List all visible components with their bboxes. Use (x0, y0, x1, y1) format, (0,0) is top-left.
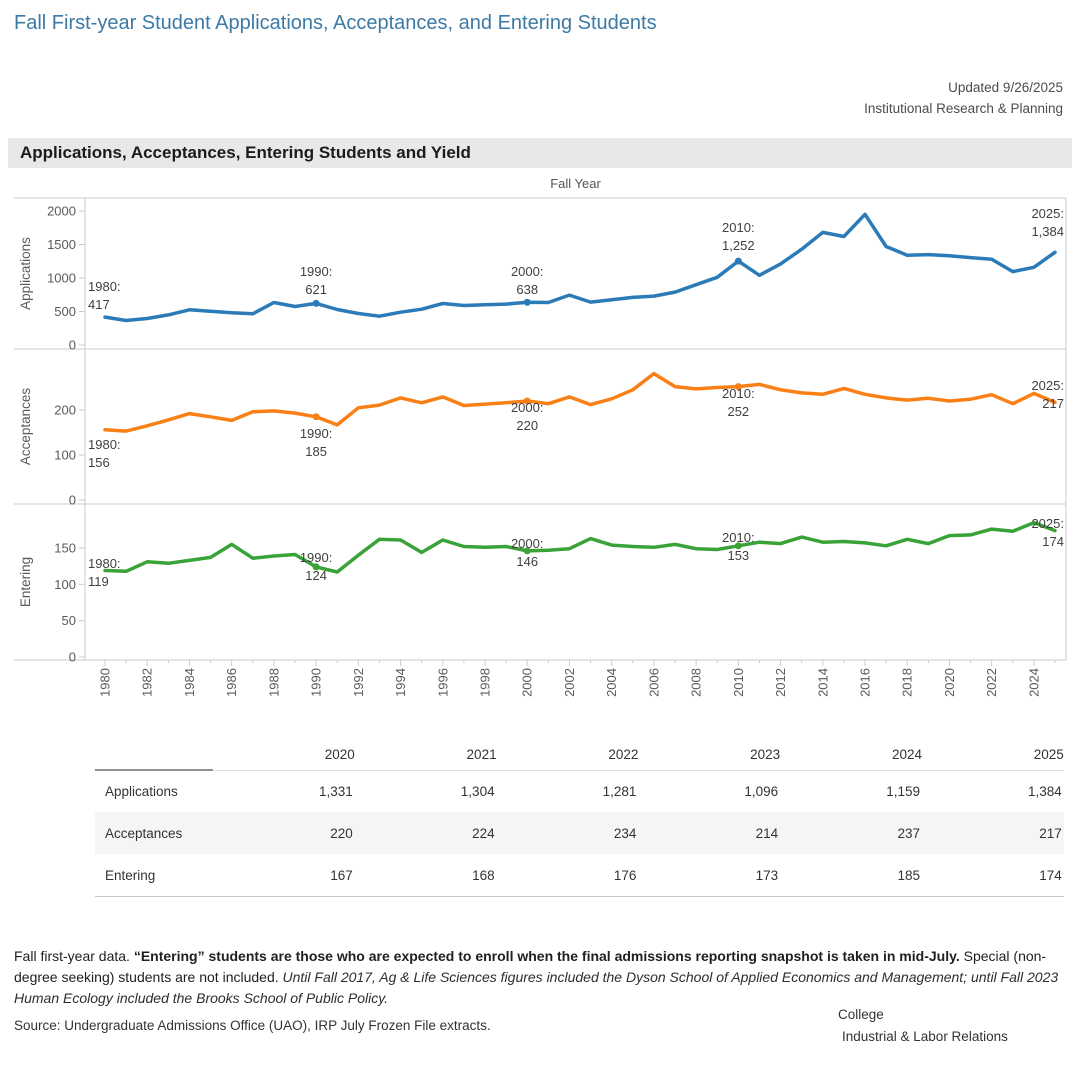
entering-annotation: 2000: (510, 536, 544, 551)
x-tick-label: 2016 (857, 668, 873, 697)
section-title: Applications, Acceptances, Entering Students and Yield (20, 143, 471, 162)
x-tick-label: 1992 (350, 668, 366, 697)
entering-annotation: 124 (305, 568, 327, 583)
entering-annotation: 119 (88, 574, 109, 589)
applications-marker-dot (313, 300, 320, 307)
table-value-cell: 1,281 (602, 783, 637, 799)
x-tick-label: 2024 (1026, 668, 1042, 697)
entering-axis-title: Entering (18, 556, 33, 608)
entering-y-tick-label: 150 (54, 540, 76, 556)
acceptances-axis-title: Acceptances (18, 387, 33, 466)
applications-annotation: 638 (516, 282, 539, 297)
x-tick-label: 2012 (773, 668, 789, 697)
table-value-cell: 1,096 (744, 783, 779, 799)
table-value-cell: 1,384 (1027, 783, 1062, 799)
table-year-header: 2024 (780, 740, 922, 771)
table-value-cell: 1,304 (460, 783, 495, 799)
table-corner-cell (95, 739, 213, 771)
x-tick-label: 2000 (519, 668, 535, 697)
footnote-regular-2: Special (non-degree seeking) students are not included. (14, 948, 1047, 985)
acceptances-line (105, 374, 1055, 432)
source-note: Source: Undergraduate Admissions Office (UAO), IRP July Frozen File extracts. (14, 1018, 491, 1033)
applications-annotation: 2000: (510, 264, 544, 279)
x-tick-label: 1988 (266, 668, 282, 697)
table-row (95, 854, 1064, 897)
entering-y-tick-label: 50 (61, 613, 76, 629)
entering-annotation: 1990: (299, 550, 333, 565)
entering-annotation: 146 (516, 554, 539, 569)
x-tick-label: 1984 (181, 668, 197, 697)
entering-annotation: 2025: (1031, 516, 1064, 531)
x-tick-label: 1986 (224, 668, 240, 697)
x-tick-label: 2010 (730, 668, 746, 697)
acceptances-annotation: 220 (516, 418, 539, 433)
acceptances-annotation: 185 (305, 444, 327, 459)
college-value: Industrial & Labor Relations (842, 1029, 1008, 1044)
table-value-cell: 1,331 (319, 783, 353, 799)
x-tick-label: 1990 (308, 668, 324, 697)
footnote-regular-1: Fall first-year data. (14, 948, 134, 964)
x-tick-label: 2014 (815, 668, 831, 697)
org-name: Institutional Research & Planning (864, 101, 1063, 116)
acceptances-y-tick-label: 0 (68, 492, 76, 508)
entering-annotation: 2010: (722, 530, 755, 545)
applications-y-tick-label: 500 (54, 304, 76, 319)
acceptances-annotation: 2010: (722, 386, 755, 401)
acceptances-annotation: 1990: (299, 426, 333, 441)
acceptances-annotation: 252 (727, 404, 750, 419)
footnote-italic: Until Fall 2017, Ag & Life Sciences figures included the Dyson School of Applied Economics and Management; until Fall 2023 Human Ecology included the Brooks School of Public Policy. (14, 969, 1059, 1006)
x-tick-label: 1996 (435, 668, 451, 697)
page-title: Fall First-year Student Applications, Acceptances, and Entering Students (14, 12, 657, 34)
college-block (838, 1004, 1008, 1048)
table-year-header: 2025 (922, 740, 1064, 771)
x-tick-label: 2018 (899, 668, 915, 697)
x-tick-label: 2020 (941, 668, 957, 697)
applications-annotation: 1990: (299, 264, 333, 279)
table-value-cell: 220 (330, 825, 353, 841)
applications-marker-dot (524, 299, 531, 306)
applications-annotation: 417 (88, 297, 110, 312)
table-value-cell: 237 (897, 825, 920, 841)
applications-annotation: 621 (305, 282, 327, 297)
x-axis-title: Fall Year (550, 176, 601, 191)
applications-annotation: 1,252 (722, 238, 755, 253)
applications-y-tick-label: 2000 (47, 203, 76, 219)
x-tick-label: 1980 (97, 668, 113, 697)
table-year-header: 2022 (497, 740, 639, 771)
x-tick-label: 2008 (688, 668, 704, 697)
table-row (95, 812, 1064, 854)
updated-date: Updated 9/26/2025 (948, 80, 1063, 95)
footnote-bold: “Entering” students are those who are expected to enroll when the final admissions reporting snapshot is taken in mid-July. (133, 948, 960, 964)
table-value-cell: 214 (755, 825, 779, 841)
applications-y-tick-label: 1500 (47, 237, 76, 252)
table-year-header: 2020 (213, 740, 355, 771)
table-value-cell: 173 (755, 867, 779, 883)
applications-axis-title: Applications (18, 237, 33, 310)
x-tick-label: 2002 (561, 668, 577, 697)
acceptances-y-tick-label: 100 (54, 447, 76, 463)
table-value-cell: 224 (472, 825, 495, 841)
acceptances-annotation: 1980: (88, 437, 121, 452)
acceptances-annotation: 2000: (510, 400, 544, 415)
applications-marker-dot (735, 258, 742, 265)
x-tick-label: 1994 (393, 668, 409, 697)
x-tick-label: 1982 (139, 668, 155, 697)
entering-y-tick-label: 0 (68, 649, 76, 665)
table-row-label: Applications (105, 783, 178, 799)
applications-annotation: 1980: (88, 279, 121, 294)
acceptances-annotation: 156 (88, 455, 110, 470)
table-year-header: 2023 (638, 740, 780, 771)
table-row-label: Acceptances (105, 825, 183, 841)
table-year-header: 2021 (355, 740, 497, 771)
footnote (14, 946, 1064, 1009)
x-tick-label: 2004 (604, 668, 620, 697)
table-value-cell: 185 (897, 867, 920, 883)
table-row (95, 770, 1064, 812)
table-value-cell: 174 (1039, 867, 1062, 883)
acceptances-marker-dot (313, 413, 320, 420)
entering-annotation: 1980: (88, 556, 121, 571)
applications-annotation: 2010: (722, 220, 755, 235)
entering-annotation: 153 (727, 548, 750, 563)
table-value-cell: 234 (613, 825, 637, 841)
table-value-cell: 176 (613, 867, 637, 883)
entering-annotation: 174 (1042, 534, 1064, 549)
table-value-cell: 217 (1039, 825, 1062, 841)
table-header-row (95, 740, 1064, 770)
applications-line (105, 214, 1055, 320)
acceptances-annotation: 217 (1042, 396, 1064, 411)
x-tick-label: 1998 (477, 668, 493, 697)
entering-y-tick-label: 100 (54, 576, 76, 592)
table-value-cell: 168 (472, 867, 495, 883)
applications-annotation: 2025: (1031, 206, 1064, 221)
table-value-cell: 1,159 (886, 783, 920, 799)
summary-table (95, 740, 1064, 897)
applications-y-tick-label: 0 (68, 337, 76, 353)
applications-annotation: 1,384 (1031, 224, 1064, 239)
table-value-cell: 167 (330, 867, 353, 883)
x-tick-label: 2022 (984, 668, 1000, 697)
x-tick-label: 2006 (646, 668, 662, 697)
entering-line (105, 523, 1055, 572)
acceptances-annotation: 2025: (1031, 378, 1064, 393)
college-label: College (838, 1007, 884, 1022)
table-row-label: Entering (105, 867, 156, 883)
acceptances-y-tick-label: 200 (54, 402, 76, 418)
applications-y-tick-label: 1000 (47, 270, 76, 286)
